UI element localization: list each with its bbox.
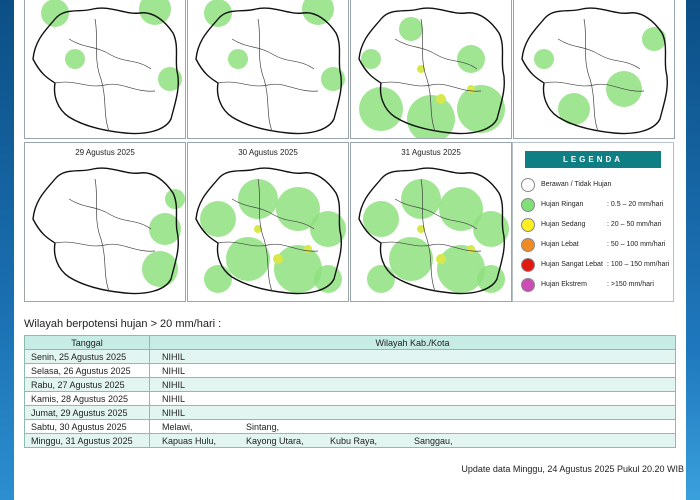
legend-item-range: : 0.5 – 20 mm/hari (607, 201, 664, 208)
region-name: Sanggau, (414, 435, 453, 446)
rain-area (477, 265, 505, 293)
district-boundary (95, 19, 109, 131)
rain-area (310, 211, 346, 247)
legend-swatch (521, 178, 535, 192)
region-name: Sintang, (246, 421, 280, 432)
moderate-rain-area (273, 254, 283, 264)
rain-area (274, 245, 322, 293)
legend-item-range: : >150 mm/hari (607, 281, 654, 288)
district-boundary (69, 199, 151, 229)
legend-title: LEGENDA (525, 151, 661, 168)
region-name: Kubu Raya, (330, 435, 378, 446)
table-row (25, 378, 676, 392)
district-boundary (381, 82, 481, 91)
map-panel-title: 30 Agustus 2025 (238, 148, 298, 157)
district-boundary (218, 82, 318, 91)
district-boundary (558, 39, 640, 69)
map-image (25, 0, 185, 138)
map-image (188, 143, 348, 301)
rain-area (457, 45, 485, 73)
map-panel-title: 29 Agustus 2025 (75, 148, 135, 157)
district-boundary (258, 19, 272, 131)
table-row (25, 434, 676, 448)
map-panel (24, 142, 186, 302)
table-cell-regions (150, 434, 676, 448)
table-cell-regions (150, 350, 676, 364)
map-image (351, 0, 511, 138)
legend-item-label: Hujan Sedang (541, 221, 586, 228)
map-image (25, 143, 185, 301)
update-timestamp: Update data Minggu, 24 Agustus 2025 Pukul 20.20 WIB (461, 464, 684, 474)
legend (512, 142, 674, 302)
moderate-rain-area (467, 85, 475, 93)
region-name: Melawi, (162, 421, 193, 432)
map-image (514, 0, 674, 138)
table-row (25, 420, 676, 434)
district-boundary (55, 242, 155, 251)
table-cell-date: Rabu, 27 Agustus 2025 (25, 378, 150, 392)
table-header-row (25, 336, 676, 350)
rain-area (534, 49, 554, 69)
region-name: NIHIL (162, 365, 186, 376)
left-border (0, 0, 14, 500)
legend-swatch (521, 218, 535, 232)
legend-item-range: : 100 – 150 mm/hari (607, 261, 670, 268)
table-cell-date: Selasa, 26 Agustus 2025 (25, 364, 150, 378)
district-boundary (55, 82, 155, 91)
legend-item (521, 277, 671, 293)
rain-area (363, 201, 399, 237)
map-panel (187, 0, 349, 139)
rain-area (228, 49, 248, 69)
rain-area (314, 265, 342, 293)
rain-area (389, 237, 433, 281)
legend-swatch (521, 198, 535, 212)
legend-swatch (521, 238, 535, 252)
rain-area (226, 237, 270, 281)
legend-item-range: : 50 – 100 mm/hari (607, 241, 666, 248)
table-row (25, 364, 676, 378)
legend-item-label: Hujan Ekstrem (541, 281, 587, 288)
table-row (25, 392, 676, 406)
moderate-rain-area (436, 94, 446, 104)
map-panel (24, 0, 186, 139)
table-body (25, 350, 676, 448)
table-cell-regions (150, 392, 676, 406)
moderate-rain-area (467, 245, 475, 253)
table-cell-regions (150, 420, 676, 434)
rain-area (473, 211, 509, 247)
right-border (686, 0, 700, 500)
rain-area (457, 85, 505, 133)
legend-item-label: Hujan Lebat (541, 241, 579, 248)
region-name: Kapuas Hulu, (162, 435, 217, 446)
table-header: Wilayah Kab./Kota (150, 336, 676, 350)
table-cell-date: Kamis, 28 Agustus 2025 (25, 392, 150, 406)
rain-area (399, 17, 423, 41)
map-panel-title: 31 Agustus 2025 (401, 148, 461, 157)
rain-area (200, 201, 236, 237)
map-panel (350, 142, 512, 302)
legend-item (521, 237, 671, 253)
table-cell-regions (150, 364, 676, 378)
table-cell-date: Senin, 25 Agustus 2025 (25, 350, 150, 364)
rain-area (204, 0, 232, 27)
table-cell-regions (150, 378, 676, 392)
rain-area (401, 179, 441, 219)
legend-swatch (521, 278, 535, 292)
rain-area (204, 265, 232, 293)
table-cell-date: Jumat, 29 Agustus 2025 (25, 406, 150, 420)
rain-area (238, 179, 278, 219)
legend-item-label: Berawan / Tidak Hujan (541, 181, 612, 188)
rain-area (65, 49, 85, 69)
moderate-rain-area (304, 245, 312, 253)
rain-area (41, 0, 69, 27)
table-row (25, 406, 676, 420)
region-name: NIHIL (162, 393, 186, 404)
rain-area (142, 251, 178, 287)
table-header: Tanggal (25, 336, 150, 350)
rain-area (437, 245, 485, 293)
moderate-rain-area (436, 254, 446, 264)
table-cell-regions (150, 406, 676, 420)
legend-item (521, 177, 671, 193)
map-panel (187, 142, 349, 302)
legend-item-label: Hujan Ringan (541, 201, 584, 208)
legend-item-range: : 20 – 50 mm/hari (607, 221, 662, 228)
legend-item-label: Hujan Sangat Lebat (541, 261, 603, 268)
region-name: NIHIL (162, 379, 186, 390)
region-name: NIHIL (162, 407, 186, 418)
table-cell-date: Sabtu, 30 Agustus 2025 (25, 420, 150, 434)
rain-area (367, 265, 395, 293)
map-panel (513, 0, 675, 139)
legend-item (521, 197, 671, 213)
map-image (188, 0, 348, 138)
legend-item (521, 217, 671, 233)
region-name: Kayong Utara, (246, 435, 304, 446)
legend-item (521, 257, 671, 273)
legend-swatch (521, 258, 535, 272)
map-image (351, 143, 511, 301)
district-boundary (95, 179, 109, 291)
table-cell-date: Minggu, 31 Agustus 2025 (25, 434, 150, 448)
region-name: NIHIL (162, 351, 186, 362)
rain-area (642, 27, 666, 51)
rain-table (24, 335, 676, 448)
map-panel (350, 0, 512, 139)
table-row (25, 350, 676, 364)
section-title: Wilayah berpotensi hujan > 20 mm/hari : (24, 318, 222, 330)
rain-area (361, 49, 381, 69)
